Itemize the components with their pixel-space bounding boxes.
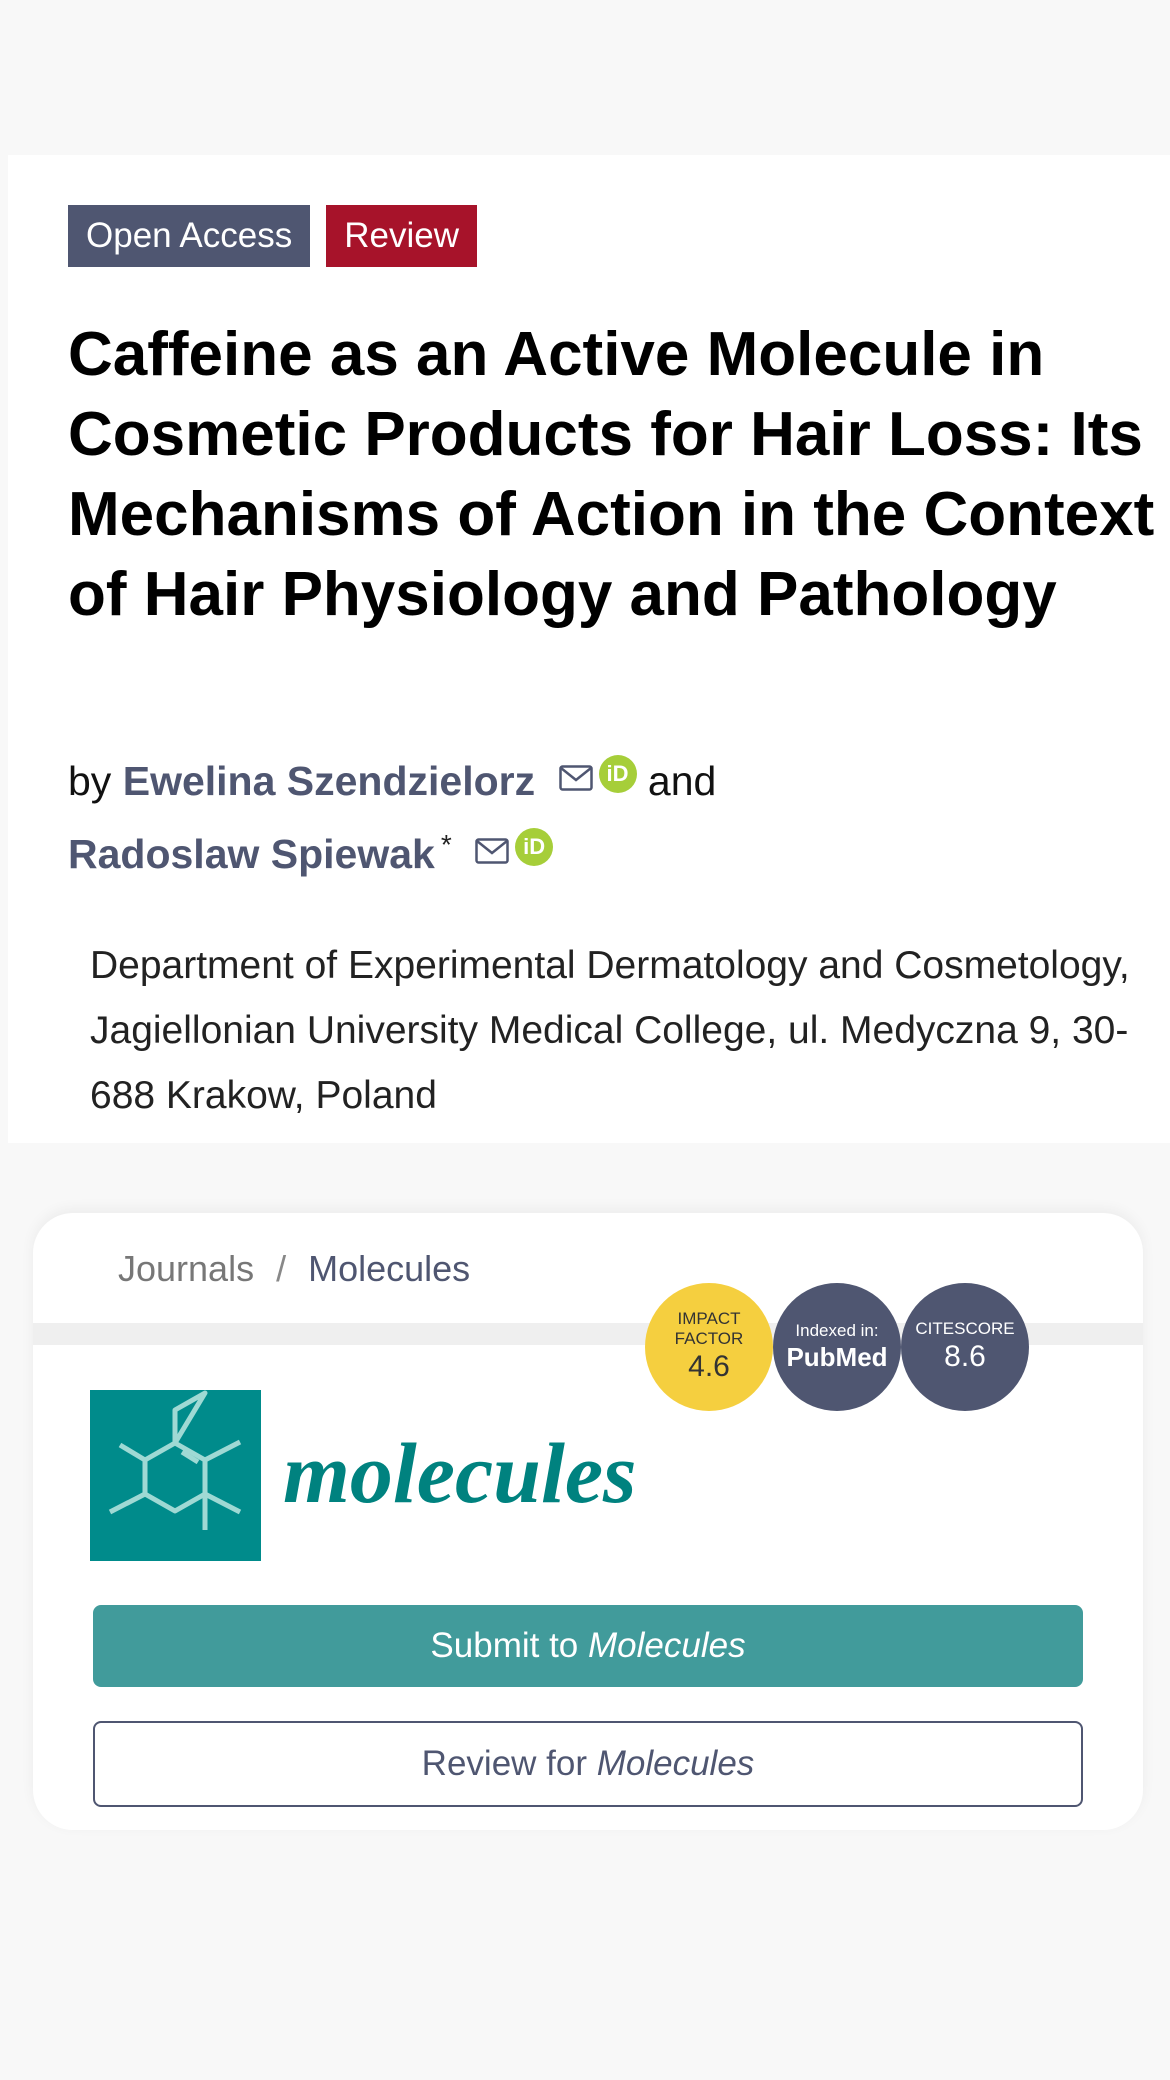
mail-icon[interactable] <box>475 818 509 882</box>
submit-button-prefix: Submit to <box>430 1626 588 1665</box>
author-link-1[interactable]: Ewelina Szendzielorz <box>122 758 536 804</box>
citescore-badge[interactable] <box>901 1283 1029 1411</box>
impact-factor-value: 4.6 <box>688 1350 730 1383</box>
and-label: and <box>647 758 717 804</box>
molecules-logo-icon[interactable] <box>90 1390 261 1561</box>
author-list <box>68 745 1148 886</box>
mail-icon[interactable] <box>559 745 593 809</box>
pubmed-value: PubMed <box>786 1342 888 1372</box>
author-affiliation: Department of Experimental Dermatology and Cosmetology, Jagiellonian University Medical College, ul. Medyczna 9, 30-688 Krakow, Poland <box>90 944 1130 1117</box>
impact-factor-label-1: IMPACT <box>677 1309 741 1328</box>
author-link-2[interactable]: Radoslaw Spiewak <box>68 831 435 877</box>
orcid-icon[interactable]: iD <box>599 755 637 793</box>
citescore-label: CITESCORE <box>915 1319 1015 1338</box>
article-badges <box>68 205 477 267</box>
indexed-label: Indexed in: <box>795 1321 879 1340</box>
orcid-icon[interactable]: iD <box>515 828 553 866</box>
impact-factor-label-2: FACTOR <box>674 1329 744 1348</box>
by-label: by <box>68 758 112 804</box>
breadcrumb-separator: / <box>276 1248 287 1289</box>
breadcrumb-molecules[interactable]: Molecules <box>308 1248 471 1289</box>
impact-factor-badge[interactable] <box>645 1283 773 1411</box>
article-title: Caffeine as an Active Molecule in Cosmetic Products for Hair Loss: Its Mechanisms of Action in the Context of Hair Physiology and Pathology <box>68 320 1155 629</box>
review-button[interactable] <box>93 1721 1083 1807</box>
molecules-logo-text[interactable]: molecules <box>283 1425 637 1521</box>
review-button-journal: Molecules <box>596 1744 755 1783</box>
submit-button-journal: Molecules <box>588 1626 746 1665</box>
open-access-badge[interactable]: Open Access <box>68 205 310 267</box>
breadcrumb <box>118 1245 470 1293</box>
journal-card <box>33 1213 1143 1830</box>
article-header <box>8 155 1170 1143</box>
submit-button[interactable] <box>93 1605 1083 1687</box>
corresponding-author-marker: * <box>440 829 452 860</box>
citescore-value: 8.6 <box>944 1340 986 1373</box>
article-type-badge: Review <box>326 205 477 267</box>
breadcrumb-journals[interactable]: Journals <box>118 1248 255 1289</box>
pubmed-badge[interactable] <box>773 1283 901 1411</box>
review-button-prefix: Review for <box>421 1744 597 1783</box>
